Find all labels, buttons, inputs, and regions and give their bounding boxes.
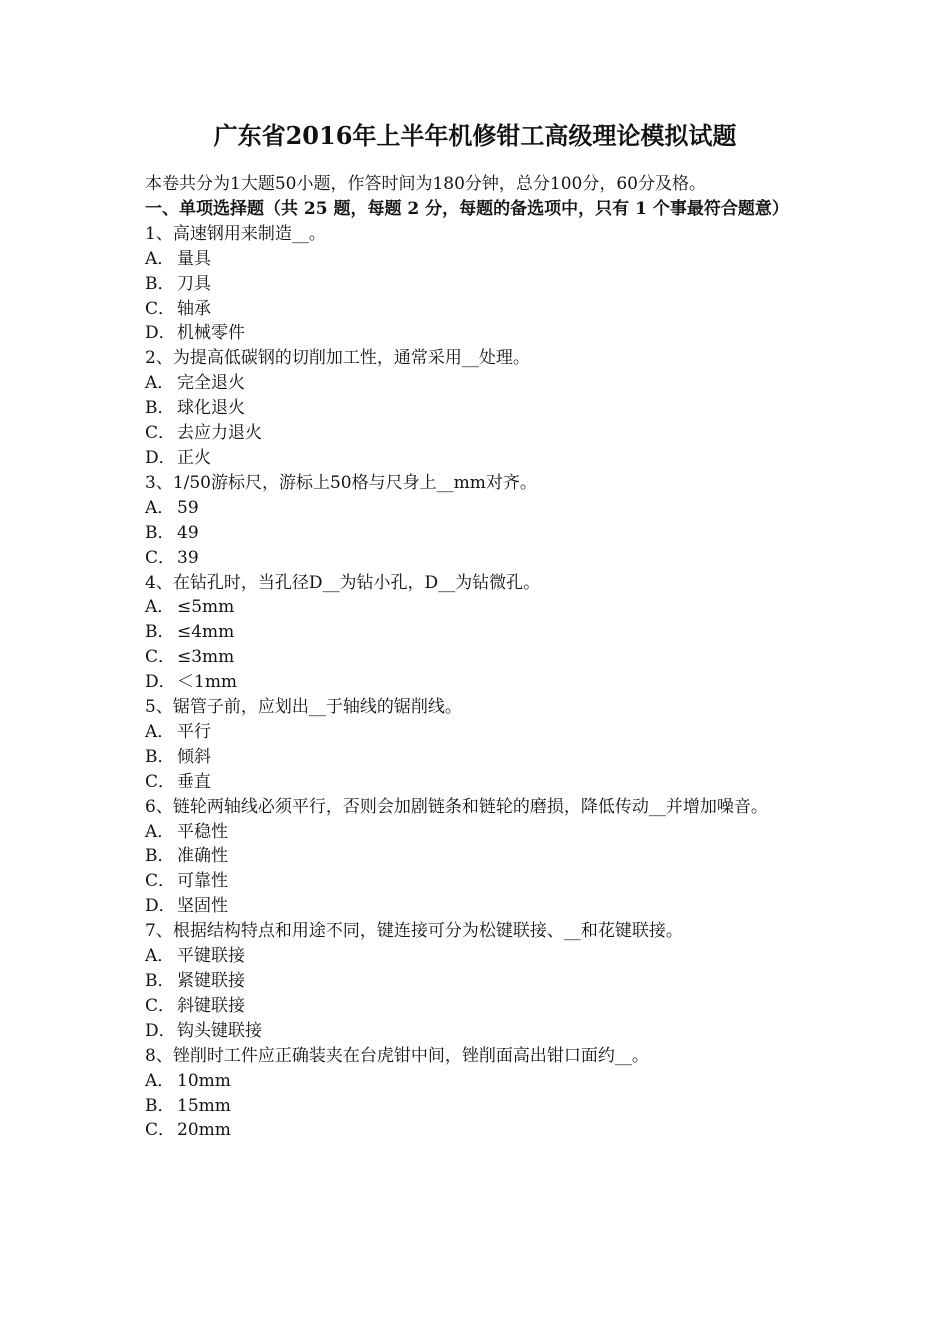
option-letter: B． bbox=[145, 273, 175, 294]
option-text: 10mm bbox=[177, 1070, 231, 1091]
option-text: 59 bbox=[177, 497, 199, 518]
option-text: 轴承 bbox=[177, 298, 211, 319]
option-letter: B． bbox=[145, 398, 175, 419]
option-text: 钩头键联接 bbox=[177, 1020, 262, 1041]
question-stem: 4、在钻孔时，当孔径D__为钻小孔，D__为钻微孔。 bbox=[145, 572, 541, 593]
option-text: 49 bbox=[177, 522, 199, 543]
option-text: 机械零件 bbox=[177, 323, 245, 344]
answer-option bbox=[145, 1069, 810, 1094]
option-letter: C． bbox=[145, 298, 176, 319]
option-text: 平行 bbox=[177, 721, 211, 742]
option-letter: D． bbox=[145, 323, 176, 344]
answer-option bbox=[145, 994, 810, 1019]
option-text: 球化退火 bbox=[177, 398, 245, 419]
option-letter: C． bbox=[145, 547, 176, 568]
option-text: 39 bbox=[177, 547, 199, 568]
answer-option bbox=[145, 595, 810, 620]
option-letter: C． bbox=[145, 771, 176, 792]
question-block bbox=[145, 471, 810, 571]
question-block bbox=[145, 919, 810, 1044]
option-text: 斜键联接 bbox=[177, 995, 245, 1016]
option-text: ≤4mm bbox=[177, 622, 235, 643]
option-letter: B． bbox=[145, 1095, 175, 1116]
answer-option bbox=[145, 894, 810, 919]
question-stem: 2、为提高低碳钢的切削加工性，通常采用__处理。 bbox=[145, 348, 530, 369]
option-text: 可靠性 bbox=[177, 871, 228, 892]
option-text: 垂直 bbox=[177, 771, 211, 792]
option-letter: D． bbox=[145, 896, 176, 917]
question-stem: 8、锉削时工件应正确装夹在台虎钳中间，锉削面高出钳口面约__。 bbox=[145, 1045, 649, 1066]
question-stem: 7、根据结构特点和用途不同，键连接可分为松键联接、__和花键联接。 bbox=[145, 921, 683, 942]
option-text: 平键联接 bbox=[177, 946, 245, 967]
answer-option bbox=[145, 820, 810, 845]
answer-option bbox=[145, 297, 810, 322]
option-text: 正火 bbox=[177, 447, 211, 468]
answer-option bbox=[145, 321, 810, 346]
option-letter: C． bbox=[145, 1120, 176, 1141]
option-letter: A． bbox=[145, 248, 175, 269]
option-letter: C． bbox=[145, 423, 176, 444]
answer-option bbox=[145, 496, 810, 521]
option-text: 准确性 bbox=[177, 846, 228, 867]
question-stem: 5、锯管子前，应划出__于轴线的锯削线。 bbox=[145, 697, 462, 718]
document-body bbox=[145, 172, 810, 1143]
answer-option bbox=[145, 969, 810, 994]
option-letter: B． bbox=[145, 746, 175, 767]
option-letter: A． bbox=[145, 821, 175, 842]
answer-option bbox=[145, 745, 810, 770]
question-list bbox=[145, 222, 810, 1144]
answer-option bbox=[145, 421, 810, 446]
exam-intro: 本卷共分为1大题50小题，作答时间为180分钟，总分100分，60分及格。 bbox=[145, 174, 706, 194]
document-title: 广东省2016年上半年机修钳工高级理论模拟试题 bbox=[213, 121, 737, 150]
option-text: 紧键联接 bbox=[177, 971, 245, 991]
answer-option bbox=[145, 645, 810, 670]
option-letter: D． bbox=[145, 447, 176, 468]
question-stem: 6、链轮两轴线必须平行，否则会加剧链条和链轮的磨损，降低传动__并增加噪音。 bbox=[145, 796, 768, 817]
answer-option bbox=[145, 869, 810, 894]
option-text: ＜1mm bbox=[177, 672, 238, 693]
answer-option bbox=[145, 720, 810, 745]
question-stem: 1、高速钢用来制造__。 bbox=[145, 223, 326, 244]
answer-option bbox=[145, 944, 810, 969]
question-block bbox=[145, 695, 810, 795]
question-block bbox=[145, 795, 810, 920]
answer-option bbox=[145, 1118, 810, 1143]
option-text: 平稳性 bbox=[177, 821, 228, 842]
question-stem: 3、1/50游标尺，游标上50格与尺身上__mm对齐。 bbox=[145, 472, 537, 493]
answer-option bbox=[145, 247, 810, 272]
option-text: 量具 bbox=[177, 248, 211, 269]
question-block bbox=[145, 571, 810, 696]
option-letter: C． bbox=[145, 871, 176, 892]
question-block bbox=[145, 1044, 810, 1144]
option-text: 完全退火 bbox=[177, 373, 245, 394]
question-block bbox=[145, 222, 810, 347]
answer-option bbox=[145, 396, 810, 421]
option-letter: A． bbox=[145, 373, 175, 394]
answer-option bbox=[145, 1019, 810, 1044]
option-letter: B． bbox=[145, 846, 175, 867]
option-text: ≤3mm bbox=[177, 647, 235, 668]
option-text: 倾斜 bbox=[177, 746, 211, 767]
option-text: 刀具 bbox=[177, 273, 211, 294]
option-letter: D． bbox=[145, 672, 176, 693]
answer-option bbox=[145, 446, 810, 471]
answer-option bbox=[145, 272, 810, 297]
answer-option bbox=[145, 770, 810, 795]
answer-option bbox=[145, 620, 810, 645]
option-text: 15mm bbox=[177, 1095, 231, 1116]
option-letter: A． bbox=[145, 597, 175, 618]
answer-option bbox=[145, 546, 810, 571]
option-letter: C． bbox=[145, 647, 176, 668]
option-letter: A． bbox=[145, 721, 175, 742]
option-letter: A． bbox=[145, 1070, 175, 1091]
option-text: 去应力退火 bbox=[177, 423, 262, 444]
option-text: ≤5mm bbox=[177, 597, 235, 618]
question-block bbox=[145, 346, 810, 471]
option-letter: B． bbox=[145, 971, 175, 991]
option-letter: A． bbox=[145, 946, 175, 967]
answer-option bbox=[145, 1094, 810, 1119]
option-letter: C． bbox=[145, 995, 176, 1016]
option-text: 20mm bbox=[177, 1120, 231, 1141]
answer-option bbox=[145, 371, 810, 396]
section-heading: 一、单项选择题（共 25 题，每题 2 分，每题的备选项中，只有 1 个事最符合题意） bbox=[145, 198, 789, 219]
option-letter: D． bbox=[145, 1020, 176, 1041]
option-text: 坚固性 bbox=[177, 896, 228, 917]
option-letter: B． bbox=[145, 622, 175, 643]
option-letter: B． bbox=[145, 522, 175, 543]
answer-option bbox=[145, 670, 810, 695]
answer-option bbox=[145, 844, 810, 869]
option-letter: A． bbox=[145, 497, 175, 518]
answer-option bbox=[145, 521, 810, 546]
